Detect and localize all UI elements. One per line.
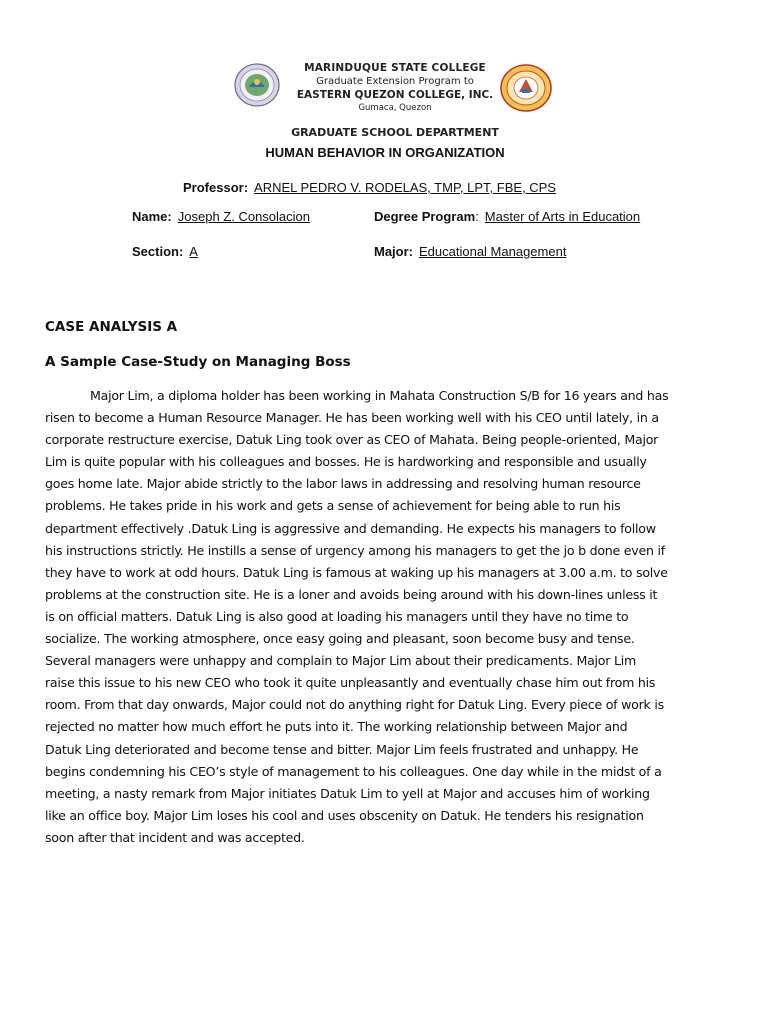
body-line: problems at the construction site. He is a loner and avoids being around with his down-lines unless it (45, 586, 658, 602)
name-value: Joseph Z. Consolacion (177, 209, 310, 224)
body-line: Lim is quite popular with his colleagues and bosses. He is hardworking and responsible and usually (45, 454, 647, 470)
professor-value: ARNEL PEDRO V. RODELAS, TMP, LPT, FBE, CPS (254, 180, 557, 195)
degree-program-label: Degree Program (374, 209, 476, 224)
body-line: goes home late. Major abide strictly to the labor laws in addressing and resolving human resource (45, 476, 641, 492)
section-label: Section: (132, 244, 184, 259)
department-title: GRADUATE SCHOOL DEPARTMENT (291, 126, 499, 139)
body-line: is on official matters. Datuk Ling is also good at loading his managers until they have no time to (45, 608, 629, 624)
body-line: they have to work at odd hours. Datuk Ling is famous at waking up his managers at 3.00 a.m. to solve (45, 564, 668, 580)
body-line: meeting, a nasty remark from Major initiates Datuk Lim to yell at Major and accuses him of working (45, 785, 650, 801)
body-line: problems. He takes pride in his work and gets a sense of achievement for being able to run his (45, 498, 621, 514)
body-line: begins condemning his CEO’s style of management to his colleagues. One day while in the midst of a (45, 763, 662, 779)
body-line: socialize. The working atmosphere, once easy going and pleasant, soon become busy and tense. (45, 631, 635, 647)
professor-field (183, 180, 556, 195)
degree-program-colon: : (475, 209, 479, 224)
degree-program-value: Master of Arts in Education (484, 209, 641, 224)
body-line: Major Lim, a diploma holder has been working in Mahata Construction S/B for 16 years and has (90, 388, 669, 403)
major-field (374, 244, 566, 259)
college-name: EASTERN QUEZON COLLEGE, INC. (296, 89, 494, 101)
case-analysis-heading: CASE ANALYSIS A (45, 319, 178, 335)
name-field (132, 209, 310, 224)
institution-name: MARINDUQUE STATE COLLEGE (304, 62, 486, 74)
name-label: Name: (132, 209, 172, 224)
case-study-body (45, 385, 725, 849)
body-line: like an office boy. Major Lim loses his cool and uses obscenity on Datuk. He tenders his resignation (45, 807, 644, 823)
degree-program-field (374, 209, 640, 224)
course-title: HUMAN BEHAVIOR IN ORGANIZATION (265, 145, 505, 160)
case-study-title: A Sample Case-Study on Managing Boss (45, 354, 351, 370)
section-value: A (189, 244, 198, 259)
professor-label: Professor: (183, 180, 249, 195)
body-line: Datuk Ling deteriorated and become tense and bitter. Major Lim feels frustrated and unhappy. He (45, 741, 639, 757)
body-line: department effectively .Datuk Ling is aggressive and demanding. He expects his managers to follow (45, 520, 656, 536)
body-line: rejected no matter how much effort he puts into it. The working relationship between Major and (45, 719, 628, 735)
extension-program-line: Graduate Extension Program to (316, 76, 474, 87)
college-location: Gumaca, Quezon (358, 103, 432, 113)
body-line: risen to become a Human Resource Manager. He has been working well with his CEO until lately, in a (45, 410, 659, 426)
body-line: corporate restructure exercise, Datuk Ling took over as CEO of Mahata. Being people-oriented, Major (45, 432, 659, 448)
body-line: Several managers were unhappy and complain to Major Lim about their predicaments. Major Lim (45, 653, 636, 669)
body-line: raise this issue to his new CEO who took it quite unpleasantly and eventually chase him out from his (45, 675, 656, 691)
body-line: his instructions strictly. He instills a sense of urgency among his managers to get the jo b done even if (45, 542, 665, 558)
major-value: Educational Management (419, 244, 567, 259)
body-line: room. From that day onwards, Major could not do anything right for Datuk Ling. Every piece of work is (45, 697, 664, 713)
section-field (132, 244, 198, 259)
body-line: soon after that incident and was accepted. (45, 829, 305, 845)
major-label: Major: (374, 244, 413, 259)
